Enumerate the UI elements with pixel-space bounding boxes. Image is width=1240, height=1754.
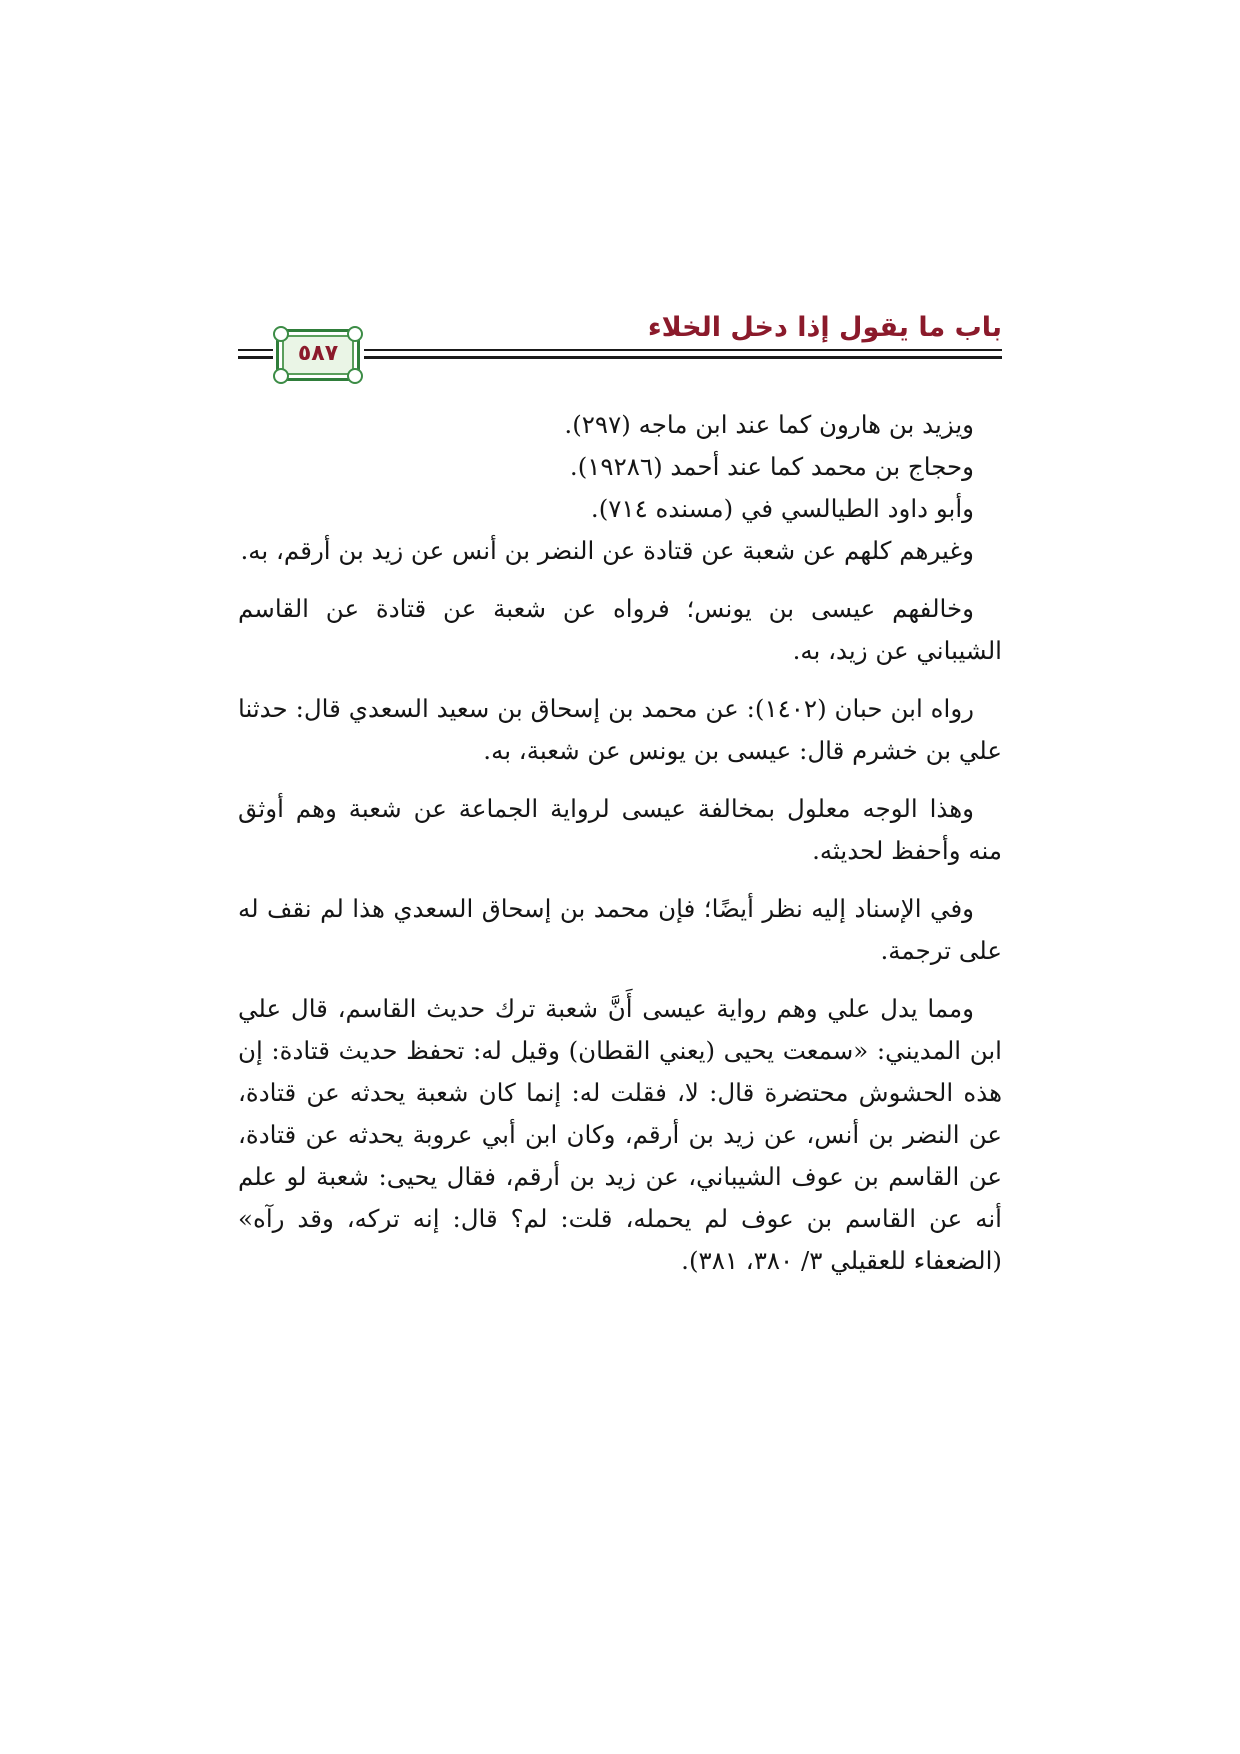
paragraph: وخالفهم عيسى بن يونس؛ فرواه عن شعبة عن قتادة عن القاسم الشيباني عن زيد، به. [238, 594, 1002, 665]
paragraph: ويزيد بن هارون كما عند ابن ماجه (٢٩٧). [564, 410, 974, 439]
paragraph: وأبو داود الطيالسي في (مسنده ٧١٤). [590, 494, 974, 523]
paragraph: وغيرهم كلهم عن شعبة عن قتادة عن النضر بن أنس عن زيد بن أرقم، به. [240, 536, 974, 565]
ornament-corner-icon [347, 368, 363, 384]
paragraph: ومما يدل علي وهم رواية عيسى أَنَّ شعبة ترك حديث القاسم، قال علي ابن المديني: «سمعت يحيى (يعني القطان) وقيل له: تحفظ حديث قتادة: إن هذه الحشوش محتضرة قال: لا، فقلت له: إنما كان شعبة يحدثه عن قتادة، عن النضر بن أنس، عن زيد بن أرقم، وكان ابن أبي عروبة يحدثه عن قتادة، عن القاسم بن عوف الشيباني، عن زيد بن أرقم، فقال يحيى: شعبة لو علم أنه عن القاسم بن عوف لم يحمله، قلت: لم؟ قال: إنه تركه، وقد رآه» (الضعفاء للعقيلي ٣/ ٣٨٠، ٣٨١). [238, 994, 1002, 1275]
paragraph: وفي الإسناد إليه نظر أيضًا؛ فإن محمد بن إسحاق السعدي هذا لم نقف له على ترجمة. [238, 894, 1002, 965]
chapter-title: باب ما يقول إذا دخل الخلاء [647, 312, 1002, 343]
header-rule-left-thin [238, 349, 273, 351]
ornament-corner-icon [273, 368, 289, 384]
page-number-badge [276, 329, 360, 381]
ornament-corner-icon [273, 326, 289, 342]
paragraph: وحجاج بن محمد كما عند أحمد (١٩٢٨٦). [569, 452, 974, 481]
paragraph: رواه ابن حبان (١٤٠٢): عن محمد بن إسحاق بن سعيد السعدي قال: حدثنا علي بن خشرم قال: عيسى بن يونس عن شعبة، به. [238, 694, 1002, 765]
ornament-corner-icon [347, 326, 363, 342]
header-rule-left-thick [238, 356, 273, 359]
paragraph: وهذا الوجه معلول بمخالفة عيسى لرواية الجماعة عن شعبة وهم أوثق منه وأحفظ لحديثه. [238, 794, 1002, 865]
header-rule-right-thick [364, 356, 1002, 359]
header-rule-right-thin [364, 349, 1002, 351]
page-number: ٥٨٧ [297, 341, 339, 366]
body-text [238, 404, 1002, 1282]
